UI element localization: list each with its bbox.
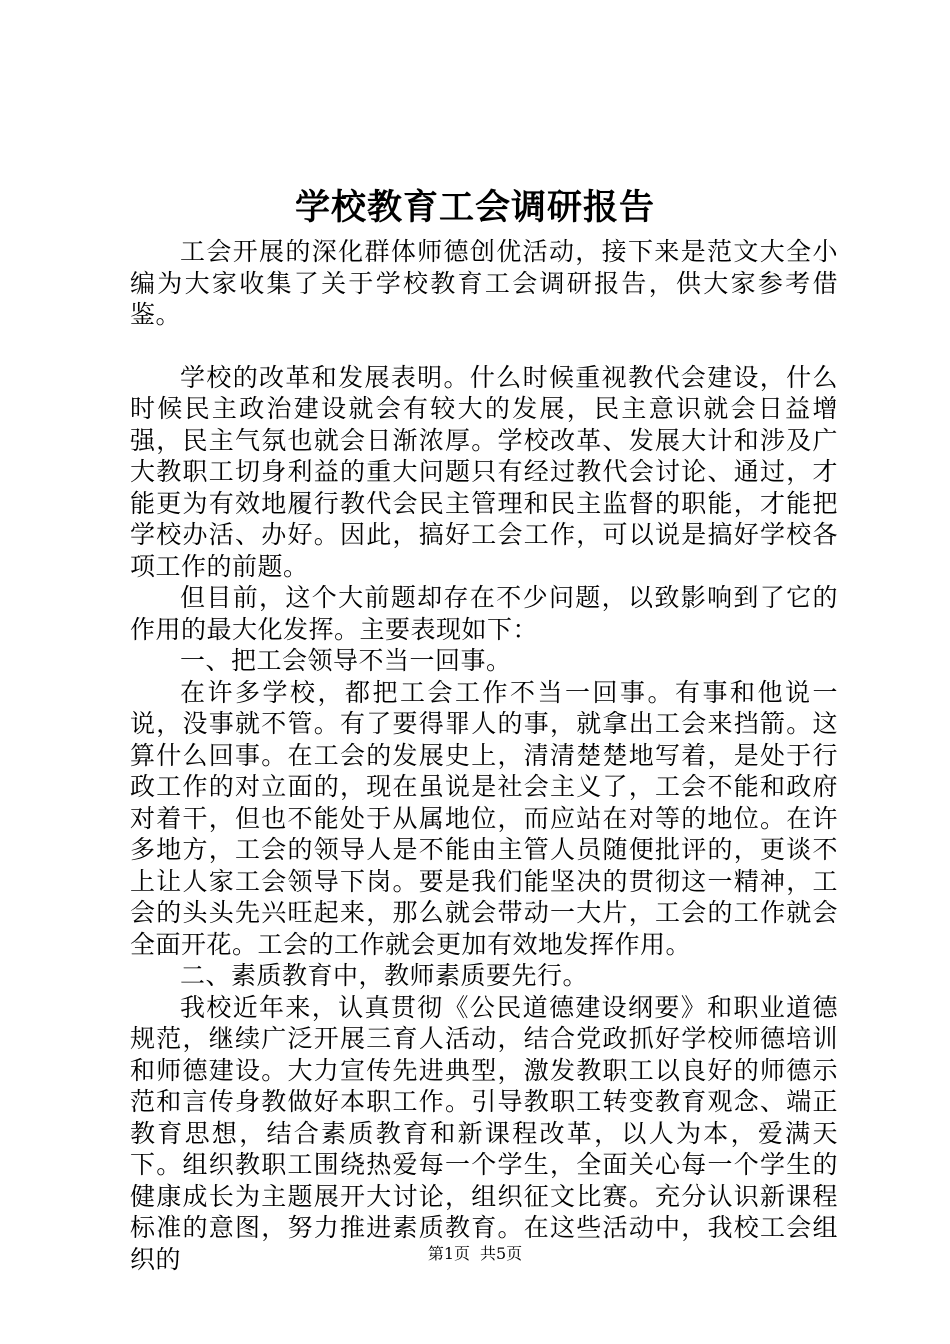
body-paragraph: 我校近年来，认真贯彻《公民道德建设纲要》和职业道德规范，继续广泛开展三育人活动，结合党政抓好学校师德培训和师德建设。大力宣传先进典型，激发教职工以良好的师德示范和言传身教做好本职工作。引导教职工转变教育观念、端正教育思想，结合素质教育和新课程改革，以人为本，爱满天下。组织教职工围绕热爱每一个学生，全面关心每一个学生的健康成长为主题展开大讨论，组织征文比赛。充分认识新课程标准的意图，努力推进素质教育。在这些活动中，我校工会组织的 xyxy=(130,992,838,1274)
page-footer xyxy=(0,1244,950,1264)
section-heading: 一、把工会领导不当一回事。 xyxy=(180,646,512,675)
section-heading: 二、素质教育中，教师素质要先行。 xyxy=(180,961,589,990)
body-paragraph: 学校的改革和发展表明。什么时候重视教代会建设，什么时候民主政治建设就会有较大的发展，民主意识就会日益增强，民主气氛也就会日渐浓厚。学校改革、发展大计和涉及广大教职工切身利益的重大问题只有经过教代会讨论、通过，才能更为有效地履行教代会民主管理和民主监督的职能，才能把学校办活、办好。因此，搞好工会工作，可以说是搞好学校各项工作的前题。 xyxy=(130,362,838,581)
paragraph-spacer xyxy=(130,331,838,362)
page-number: 第1页 xyxy=(427,1244,470,1263)
body-paragraph: 在许多学校，都把工会工作不当一回事。有事和他说一说，没事就不管。有了要得罪人的事，就拿出工会来挡箭。这算什么回事。在工会的发展史上，清清楚楚地写着，是处于行政工作的对立面的，现在虽说是社会主义了，工会不能和政府对着干，但也不能处于从属地位，而应站在对等的地位。在许多地方，工会的领导人是不能由主管人员随便批评的，更谈不上让人家工会领导下岗。要是我们能坚决的贯彻这一精神，工会的头头先兴旺起来，那么就会带动一大片，工会的工作就会全面开花。工会的工作就会更加有效地发挥作用。 xyxy=(130,677,838,959)
document-title: 学校教育工会调研报告 xyxy=(294,187,655,228)
page-total: 共5页 xyxy=(480,1244,523,1263)
document-body xyxy=(130,236,838,1275)
body-paragraph: 但目前，这个大前题却存在不少问题，以致影响到了它的作用的最大化发挥。主要表现如下： xyxy=(130,583,838,644)
intro-paragraph: 工会开展的深化群体师德创优活动，接下来是范文大全小编为大家收集了关于学校教育工会调研报告，供大家参考借鉴。 xyxy=(130,237,838,329)
